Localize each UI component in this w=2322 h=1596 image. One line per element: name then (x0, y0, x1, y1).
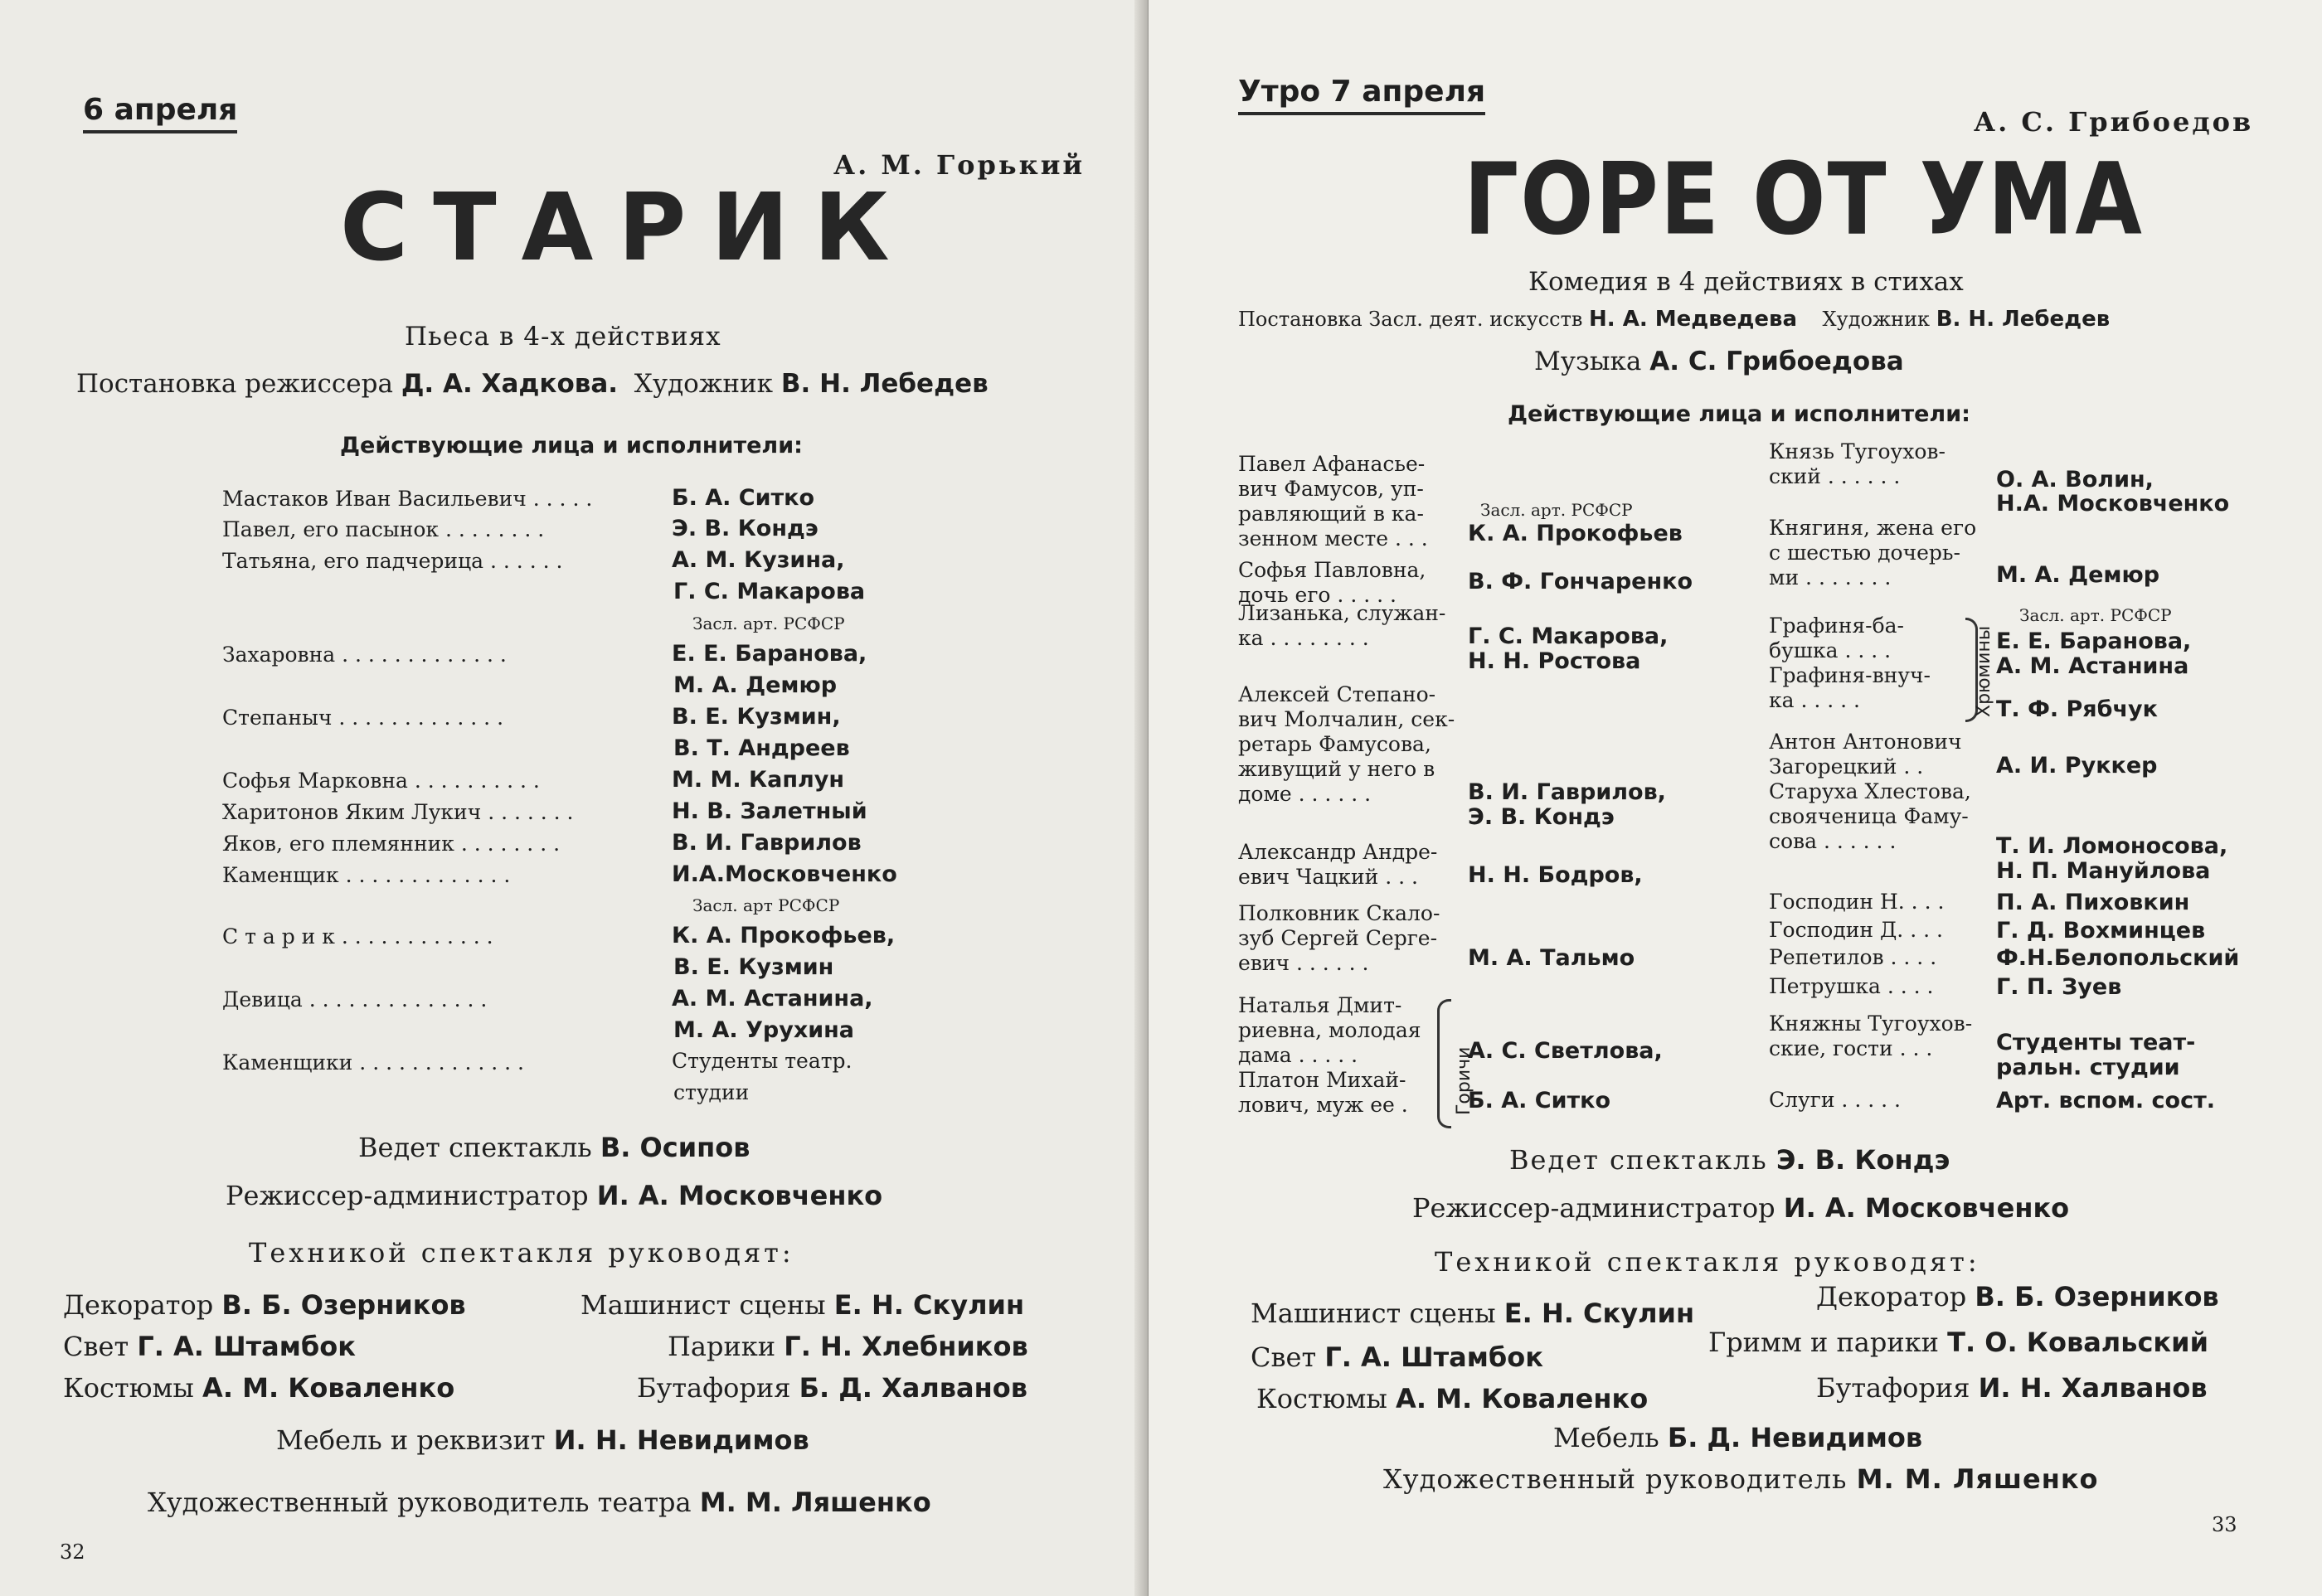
props-name: И. Н. Невидимов (553, 1424, 809, 1456)
right-page-number: 33 (2212, 1513, 2237, 1536)
cast-role: С т а р и к . . . . . . . . . . . . (222, 924, 493, 948)
right-artist-label: Художник (1822, 308, 1931, 331)
cast-note: Засл. арт РСФСР (692, 895, 840, 915)
tech-name: Е. Н. Скулин (833, 1289, 1025, 1321)
cast-role-line: живущий у него в (1238, 757, 1435, 781)
cast-role-line: Графиня-внуч- (1769, 663, 1931, 687)
left-tech-4 (668, 1331, 1028, 1362)
left-production-name: Д. А. Хадкова. (401, 369, 619, 399)
left-tech-heading: Техникой спектакля руководят: (249, 1237, 794, 1269)
right-music-line (1534, 347, 1904, 376)
right-props-line (1553, 1422, 1922, 1453)
cast-role-line: Софья Павловна, (1238, 558, 1426, 582)
cast-role-line: риевна, молодая (1238, 1018, 1421, 1042)
cast-role-line: ский . . . . . . (1769, 464, 1901, 488)
right-led-label: Ведет спектакль (1509, 1144, 1768, 1176)
cast-role: Степаныч . . . . . . . . . . . . . (222, 706, 504, 730)
group-brace (1437, 999, 1451, 1128)
cast-role-line: зенном месте . . . (1238, 526, 1428, 551)
cast-note: Засл. арт. РСФСР (2019, 605, 2172, 625)
left-production-line (76, 369, 989, 399)
tech-name: В. Б. Озерников (1975, 1281, 2219, 1312)
right-led-line (1509, 1144, 1950, 1176)
cast-actor: А. С. Светлова, (1468, 1038, 1663, 1064)
cast-actor: М. А. Тальмо (1468, 945, 1635, 971)
right-admin-line (1412, 1192, 2069, 1224)
props-label: Мебель (1553, 1422, 1659, 1453)
cast-actor: А. М. Кузина, (672, 547, 845, 573)
cast-role-line: ка . . . . . . . . (1238, 626, 1369, 650)
left-led-name: В. Осипов (600, 1132, 751, 1163)
left-tech-6 (637, 1372, 1027, 1404)
tech-label: Бутафория (1816, 1372, 1970, 1404)
cast-actor: студии (673, 1080, 750, 1104)
left-led-line (358, 1132, 750, 1163)
cast-actor: Т. И. Ломоносова, (1996, 833, 2228, 859)
cast-actor: Студенты теат- (1996, 1030, 2196, 1055)
cast-role-line: Господин Д. . . . (1769, 918, 1943, 942)
left-tech-3 (63, 1331, 356, 1362)
cast-role-line: дама . . . . . (1238, 1043, 1358, 1067)
tech-label: Машинист сцены (1251, 1298, 1496, 1329)
right-page (1149, 0, 2322, 1596)
tech-name: Г. А. Штамбок (137, 1331, 356, 1362)
cast-role-line: ретарь Фамусова, (1238, 732, 1431, 756)
cast-actor: В. Т. Андреев (673, 735, 850, 761)
cast-role-line: Платон Михай- (1238, 1068, 1406, 1092)
cast-actor: Б. А. Ситко (672, 485, 815, 511)
left-author: А. М. Горький (833, 149, 1086, 181)
left-led-label: Ведет спектакль (358, 1132, 592, 1163)
cast-actor: В. И. Гаврилов (672, 830, 862, 856)
cast-actor: Ф.Н.Белопольский (1996, 945, 2240, 971)
right-tech-3 (1251, 1341, 1543, 1373)
right-tech-heading: Техникой спектакля руководят: (1435, 1246, 1980, 1278)
left-director-line (148, 1487, 931, 1518)
tech-name: Г. А. Штамбок (1324, 1341, 1543, 1373)
right-tech-2 (1816, 1281, 2219, 1312)
right-music-name: А. С. Грибоедова (1649, 347, 1904, 376)
cast-role-line: Старуха Хлестова, (1769, 779, 1971, 803)
cast-role-line: Антон Антонович (1769, 730, 1962, 754)
cast-role: Каменщик . . . . . . . . . . . . . (222, 863, 511, 887)
group-label: Горичи (1454, 1046, 1474, 1115)
cast-role-line: с шестью дочерь- (1769, 541, 1960, 565)
left-play-title: СТАРИК (340, 174, 915, 282)
cast-role-line: ка . . . . . (1769, 688, 1860, 712)
cast-role-line: сова . . . . . . (1769, 829, 1897, 853)
left-page (0, 0, 1149, 1596)
cast-role-line: Господин Н. . . . (1769, 890, 1945, 914)
cast-role-line: дочь его . . . . . (1238, 583, 1397, 607)
cast-actor: Е. Е. Баранова, (672, 641, 867, 667)
right-led-name: Э. В. Кондэ (1776, 1144, 1950, 1176)
cast-role-line: доме . . . . . . (1238, 782, 1372, 806)
cast-role: Яков, его племянник . . . . . . . . (222, 832, 561, 856)
director-name: М. М. Ляшенко (699, 1487, 931, 1518)
tech-label: Парики (668, 1331, 776, 1362)
cast-actor: Н. Н. Бодров, (1468, 862, 1643, 888)
cast-actor: И.А.Московченко (672, 861, 897, 887)
props-name: Б. Д. Невидимов (1667, 1422, 1923, 1453)
director-label: Художественный руководитель (1383, 1463, 1848, 1495)
cast-role-line: Княжны Тугоухов- (1769, 1011, 1973, 1036)
cast-actor: В. Е. Кузмин (673, 954, 834, 980)
cast-actor: Студенты театр. (672, 1049, 853, 1073)
cast-actor: В. Е. Кузмин, (672, 704, 841, 730)
left-tech-1 (63, 1289, 466, 1321)
right-production-name: Н. А. Медведева (1589, 307, 1798, 332)
cast-role-line: бушка . . . . (1769, 638, 1892, 662)
cast-actor: А. И. Руккер (1996, 753, 2158, 779)
left-subtitle: Пьеса в 4-х действиях (405, 322, 721, 352)
cast-actor: Н. Н. Ростова (1468, 648, 1641, 674)
tech-label: Декоратор (1816, 1281, 1967, 1312)
right-director-line (1383, 1463, 2099, 1495)
cast-role-line: Лизанька, служан- (1238, 601, 1446, 625)
cast-actor: Н.А. Московченко (1996, 491, 2230, 517)
tech-name: Е. Н. Скулин (1503, 1298, 1695, 1329)
left-admin-name: И. А. Московченко (596, 1180, 883, 1211)
cast-role-line: Полковник Скало- (1238, 901, 1440, 925)
cast-actor: Арт. вспом. сост. (1996, 1088, 2216, 1113)
cast-role-line: ские, гости . . . (1769, 1036, 1933, 1060)
tech-name: А. М. Коваленко (1396, 1383, 1649, 1414)
left-artist-label: Художник (634, 369, 774, 399)
cast-actor: В. Ф. Гончаренко (1468, 569, 1693, 594)
cast-role-line: ми . . . . . . . (1769, 565, 1892, 589)
tech-name: Б. Д. Халванов (799, 1372, 1027, 1404)
right-author: А. С. Грибоедов (1974, 106, 2254, 138)
cast-role-line: вич Молчалин, сек- (1238, 707, 1455, 731)
cast-role-line: зуб Сергей Серге- (1238, 926, 1438, 950)
cast-role-line: Наталья Дмит- (1238, 993, 1402, 1017)
cast-actor: ральн. студии (1996, 1055, 2180, 1080)
cast-note: Засл. арт. РСФСР (692, 614, 845, 633)
cast-role: Харитонов Яким Лукич . . . . . . . (222, 800, 574, 824)
right-artist-name: В. Н. Лебедев (1936, 307, 2111, 332)
cast-role-line: Князь Тугоухов- (1769, 439, 1946, 463)
cast-role: Захаровна . . . . . . . . . . . . . (222, 643, 507, 667)
cast-role-line: Алексей Степано- (1238, 682, 1436, 706)
left-artist-name: В. Н. Лебедев (780, 369, 989, 399)
right-production-label: Постановка Засл. деят. искусств (1238, 308, 1583, 331)
tech-name: И. Н. Халванов (1978, 1372, 2208, 1404)
left-page-number: 32 (60, 1540, 85, 1564)
tech-label: Бутафория (637, 1372, 791, 1404)
cast-actor: Н. П. Мануйлова (1996, 858, 2211, 884)
cast-role: Девица . . . . . . . . . . . . . . (222, 987, 488, 1011)
left-tech-5 (63, 1372, 454, 1404)
cast-actor: М. А. Урухина (673, 1017, 855, 1043)
right-tech-5 (1256, 1383, 1648, 1414)
cast-role-line: Репетилов . . . . (1769, 945, 1937, 969)
cast-actor: Г. С. Макарова, (1468, 623, 1669, 649)
right-subtitle: Комедия в 4 действиях в стихах (1528, 267, 1964, 297)
cast-actor: К. А. Прокофьев (1468, 521, 1683, 546)
cast-role-line: Павел Афанасье- (1238, 452, 1426, 476)
cast-role-line: Загорецкий . . (1769, 754, 1924, 779)
cast-role-line: свояченица Фаму- (1769, 804, 1969, 828)
cast-actor: Г. П. Зуев (1996, 974, 2122, 1000)
tech-label: Свет (1251, 1341, 1317, 1373)
cast-role-line: вич Фамусов, уп- (1238, 477, 1424, 501)
cast-role: Павел, его пасынок . . . . . . . . (222, 517, 545, 541)
left-date: 6 апреля (83, 93, 237, 133)
director-name: М. М. Ляшенко (1856, 1463, 2099, 1495)
cast-actor: О. А. Волин, (1996, 467, 2154, 492)
cast-role: Софья Марковна . . . . . . . . . . (222, 769, 540, 793)
cast-actor: М. М. Каплун (672, 767, 845, 793)
cast-actor: М. А. Демюр (1996, 562, 2160, 588)
cast-role: Татьяна, его падчерица . . . . . . (222, 549, 563, 573)
right-tech-4 (1708, 1327, 2208, 1358)
cast-note: Засл. арт. РСФСР (1480, 500, 1633, 520)
right-cast-heading: Действующие лица и исполнители: (1508, 401, 1970, 427)
cast-role-line: Петрушка . . . . (1769, 974, 1934, 998)
cast-actor: В. И. Гаврилов, (1468, 779, 1666, 805)
cast-actor: Т. Ф. Рябчук (1996, 696, 2158, 722)
left-props-line (276, 1424, 809, 1456)
right-production-line (1238, 307, 2110, 332)
left-admin-line (226, 1180, 882, 1211)
cast-role-line: Графиня-ба- (1769, 614, 1904, 638)
director-label: Художественный руководитель театра (148, 1487, 692, 1518)
cast-actor: Г. С. Макарова (673, 579, 866, 604)
cast-actor: М. А. Демюр (673, 672, 838, 698)
cast-actor: Е. Е. Баранова, (1996, 628, 2192, 654)
tech-label: Свет (63, 1331, 129, 1362)
left-production-label: Постановка режиссера (76, 369, 393, 399)
left-cast-heading: Действующие лица и исполнители: (340, 433, 803, 458)
cast-role: Мастаков Иван Васильевич . . . . . (222, 487, 593, 511)
cast-role-line: лович, муж ее . (1238, 1093, 1408, 1117)
right-admin-name: И. А. Московченко (1783, 1192, 2070, 1224)
cast-actor: А. М. Астанина, (672, 986, 873, 1011)
cast-actor: К. А. Прокофьев, (672, 923, 896, 948)
right-tech-1 (1251, 1298, 1694, 1329)
cast-role-line: Слуги . . . . . (1769, 1088, 1901, 1112)
tech-label: Декоратор (63, 1289, 214, 1321)
tech-label: Машинист сцены (580, 1289, 826, 1321)
cast-actor: Э. В. Кондэ (1468, 804, 1615, 830)
right-play-title: ГОРЕ ОТ УМА (1464, 141, 2144, 258)
cast-actor: Б. А. Ситко (1468, 1088, 1611, 1113)
cast-actor: Г. Д. Вохминцев (1996, 918, 2206, 944)
right-admin-label: Режиссер-администратор (1412, 1192, 1776, 1224)
tech-name: В. Б. Озерников (221, 1289, 466, 1321)
cast-actor: П. А. Пиховкин (1996, 890, 2190, 915)
left-tech-2 (580, 1289, 1024, 1321)
tech-label: Гримм и парики (1708, 1327, 1939, 1358)
tech-name: А. М. Коваленко (202, 1372, 455, 1404)
cast-role-line: евич . . . . . . (1238, 951, 1369, 975)
cast-actor: А. М. Астанина (1996, 653, 2189, 679)
tech-name: Т. О. Ковальский (1947, 1327, 2208, 1358)
cast-role: Каменщики . . . . . . . . . . . . . (222, 1050, 524, 1075)
cast-actor: Э. В. Кондэ (672, 516, 819, 541)
cast-role-line: Александр Андре- (1238, 840, 1438, 864)
right-music-label: Музыка (1534, 347, 1642, 376)
tech-name: Г. Н. Хлебников (784, 1331, 1028, 1362)
cast-role-line: равляющий в ка- (1238, 502, 1424, 526)
tech-label: Костюмы (63, 1372, 194, 1404)
cast-actor: Н. В. Залетный (672, 798, 867, 824)
right-tech-6 (1816, 1372, 2208, 1404)
cast-role-line: Княгиня, жена его (1769, 516, 1977, 540)
cast-role-line: евич Чацкий . . . (1238, 865, 1418, 889)
right-date: Утро 7 апреля (1238, 75, 1485, 115)
group-label: Хрюмины (1974, 625, 1994, 717)
props-label: Мебель и реквизит (276, 1424, 546, 1456)
tech-label: Костюмы (1256, 1383, 1387, 1414)
left-admin-label: Режиссер-администратор (226, 1180, 589, 1211)
